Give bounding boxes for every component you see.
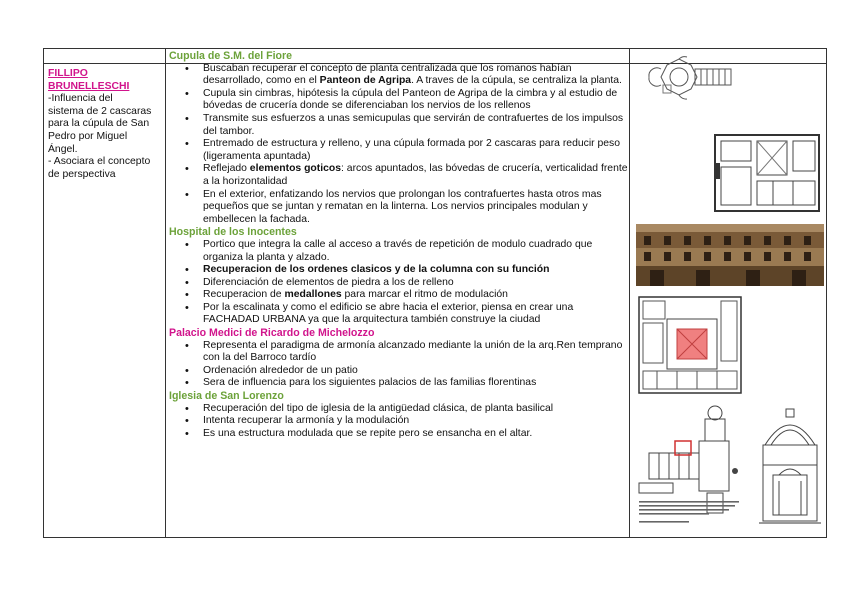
list-item: • Recuperacion de los ordenes clasicos y de la columna con su función [203,264,629,277]
list-item: • Transmite sus esfuerzos a unas semicupulas que servirán de contrafuertes de los impulsos del tambor. [203,113,629,138]
column-divider-2 [629,49,630,537]
bullet-list-iglesia [169,403,629,441]
list-item: • Entremado de estructura y relleno, y una cúpula formada por 2 cascaras para reducir peso (ligeramenta apuntada) [203,138,629,163]
san-lorenzo-plan-image [637,401,747,531]
architect-name: FILLIPO BRUNELLESCHI [48,68,130,92]
list-item: • Sera de influencia para los siguientes palacios de las familias florentinas [203,377,629,390]
section-title-iglesia: Iglesia de San Lorenzo [169,390,284,403]
left-line: - Asociara el concepto [48,156,151,168]
list-item: • Recuperación del tipo de iglesia de la antigüedad clásica, de planta basilical [203,403,629,416]
left-line: -Influencia del [48,93,113,105]
content-table [43,48,827,538]
section-title-cupula: Cupula de S.M. del Fiore [169,50,293,62]
hospital-plan-image [637,295,743,395]
bullet-list-hospital [169,239,629,327]
left-line: Ángel. [48,143,78,155]
list-item: • Recuperacion de medallones para marcar el ritmo de modulación [203,289,629,302]
middle-column [169,50,629,440]
section-title-hospital: Hospital de los Inocentes [169,226,297,239]
cathedral-floor-plan-image [637,55,737,115]
list-item: • Reflejado elementos goticos: arcos apuntados, las bóvedas de crucería, verticalidad frente a la horizontalidad [203,163,629,188]
palace-plan-image [713,133,821,213]
left-column [48,68,162,181]
column-divider-1 [165,49,166,537]
left-line: Pedro por Miguel [48,130,128,142]
list-item: • Cupula sin cimbras, hipótesis la cúpula del Panteon de Agripa de la cimbra y al estudio de bóvedas de crucería donde se diferenciaban los nervios de los rellenos [203,88,629,113]
left-line: para la cúpula de San [48,118,150,130]
list-item: • Representa el paradigma de armonía alcanzado mediante la unión de la arq.Ren temprano con la del Barroco tardío [203,340,629,365]
list-item: • Diferenciación de elementos de piedra a los de relleno [203,277,629,290]
section-title-palacio: Palacio Medici de Ricardo de Michelozzo [169,327,375,340]
images-column [631,49,827,537]
bullet-list-palacio [169,340,629,390]
left-line: de perspectiva [48,168,116,180]
list-item: • Portico que integra la calle al acceso a través de repetición de modulo cuadrado que organiza la planta y alzado. [203,239,629,264]
list-item: • Buscaban recuperar el concepto de planta centralizada que los romanos habían desarrollado, como en el Panteon de Agripa. A traves de la cúpula, se centraliza la planta. [203,63,629,88]
left-line: sistema de 2 cascaras [48,105,152,117]
list-item: • En el exterior, enfatizando los nervios que prolongan los contrafuertes hasta otros mas pequeños que se juntan y rematan en la linterna. Los nervios principales modulan y embellecen la fachada. [203,189,629,227]
list-item: • Ordenación alrededor de un patio [203,365,629,378]
list-item: • Es una estructura modulada que se repite pero se ensancha en el altar. [203,428,629,441]
list-item: • Intenta recuperar la armonía y la modulación [203,415,629,428]
san-lorenzo-section-image [755,405,825,535]
list-item: • Por la escalinata y como el edificio se abre hacia el exterior, piensa en crear una FACHADAD URBANA ya que la arquitectura también construye la ciudad [203,302,629,327]
palace-facade-photo [636,224,824,286]
bullet-list-cupula [169,63,629,227]
